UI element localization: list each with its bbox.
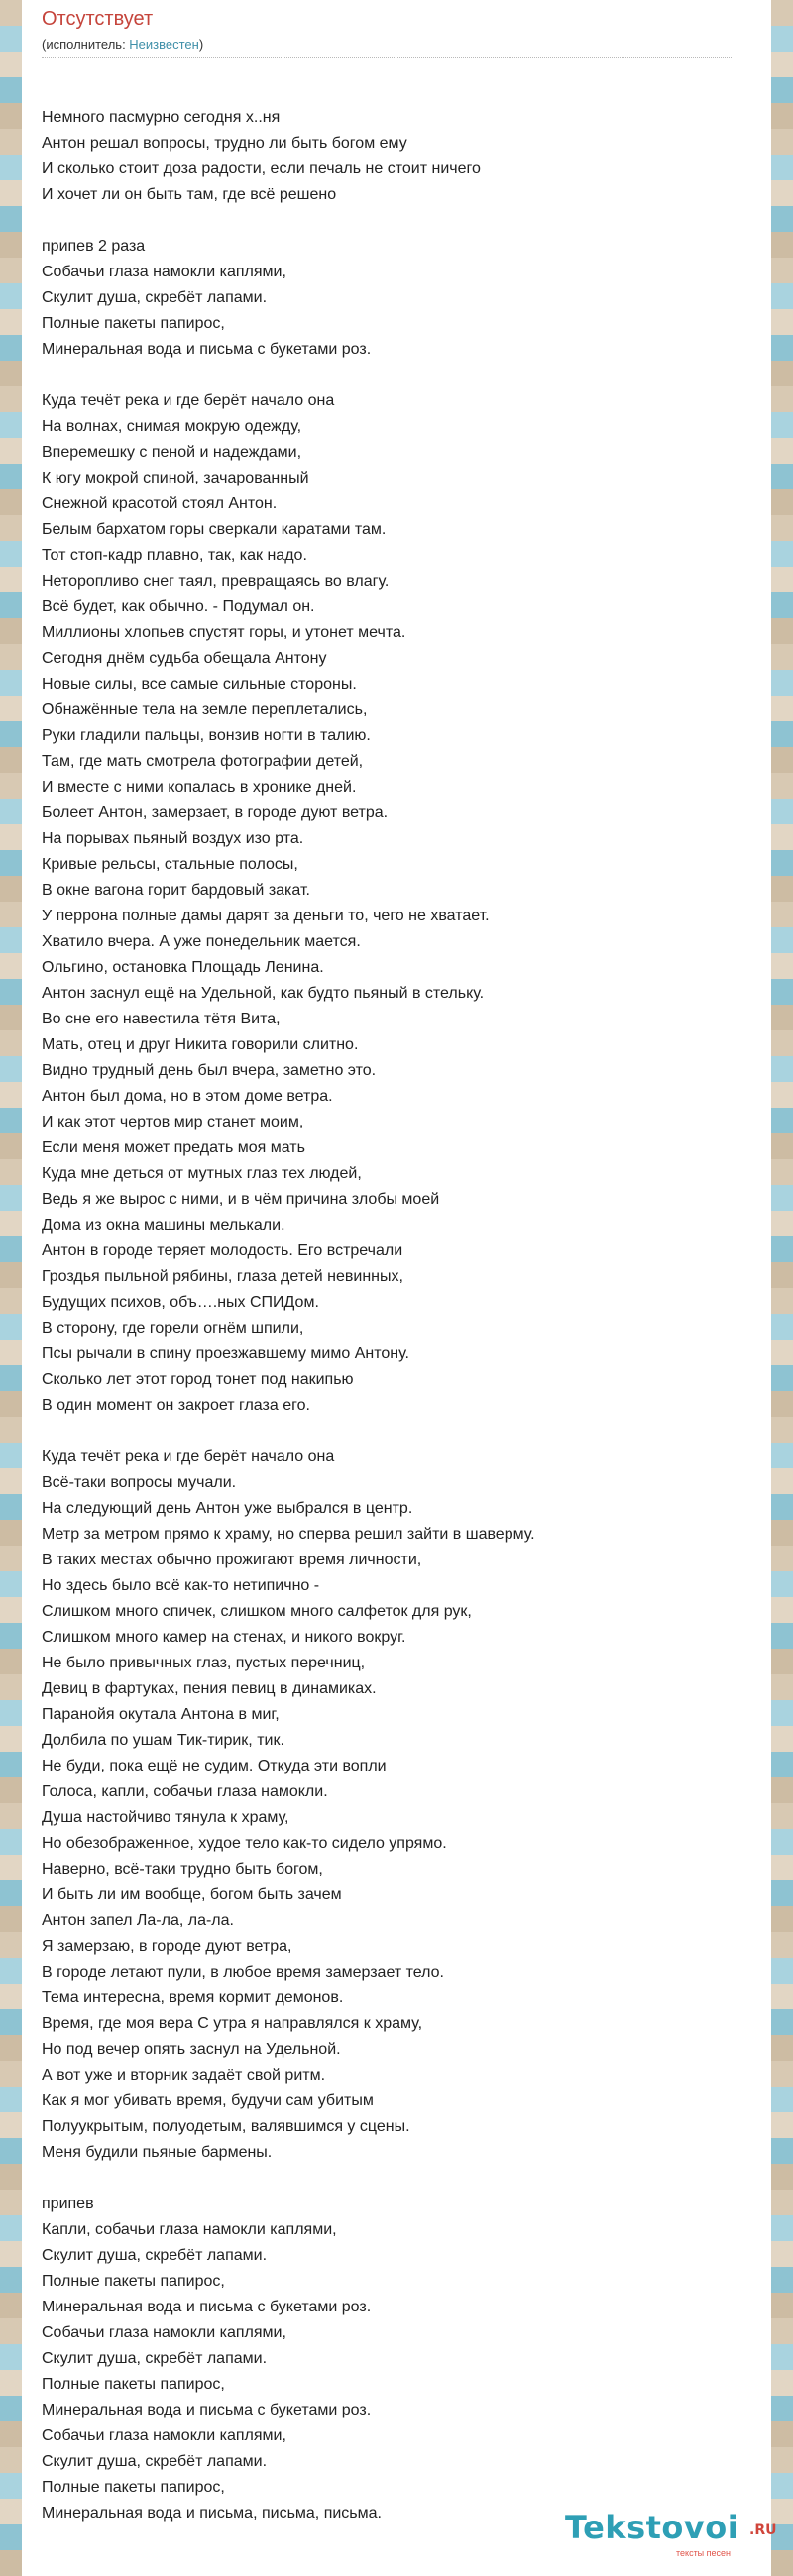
lyric-line: На волнах, снимая мокрую одежду, — [42, 418, 302, 435]
lyric-line: Немного пасмурно сегодня х..ня — [42, 109, 281, 126]
lyric-line: Собачьи глаза намокли каплями, — [42, 264, 286, 280]
lyric-line: Куда течёт река и где берёт начало она — [42, 392, 335, 409]
lyric-line: Долбила по ушам Тик-тирик, тик. — [42, 1732, 284, 1749]
stanza-break — [42, 1419, 736, 1445]
lyric-line: Сегодня днём судьба обещала Антону — [42, 650, 327, 667]
site-logo[interactable] — [565, 2509, 777, 2558]
lyric-line: Болеет Антон, замерзает, в городе дуют ветра. — [42, 805, 389, 821]
lyric-line: Дома из окна машины мелькали. — [42, 1217, 285, 1234]
lyric-line: Антон запел Ла-ла, ла-ла. — [42, 1912, 234, 1929]
lyric-line: Тема интересна, время кормит демонов. — [42, 1989, 344, 2006]
lyric-line: На следующий день Антон уже выбрался в центр. — [42, 1500, 413, 1517]
lyric-line: Скулит душа, скребёт лапами. — [42, 2247, 268, 2264]
artist-prefix: (исполнитель: — [42, 37, 130, 52]
lyric-line: И вместе с ними копалась в хронике дней. — [42, 779, 357, 796]
lyric-line: К югу мокрой спиной, зачарованный — [42, 470, 309, 486]
artist-suffix: ) — [198, 37, 204, 52]
lyric-line: Мать, отец и друг Никита говорили слитно. — [42, 1036, 359, 1053]
lyric-line: В таких местах обычно прожигают время личности, — [42, 1552, 422, 1568]
lyric-line: И сколько стоит доза радости, если печаль не стоит ничего — [42, 161, 481, 177]
lyric-line: Минеральная вода и письма с букетами роз. — [42, 2299, 372, 2315]
lyric-line: Не было привычных глаз, пустых перечниц, — [42, 1655, 366, 1671]
lyric-line: Антон в городе теряет молодость. Его встречали — [42, 1242, 403, 1259]
lyric-line: Полные пакеты папирос, — [42, 2376, 225, 2393]
lyric-line: Там, где мать смотрела фотографии детей, — [42, 753, 364, 770]
stanza-break — [42, 2166, 736, 2192]
lyric-line: И как этот чертов мир станет моим, — [42, 1114, 304, 1130]
artist-link[interactable]: Неизвестен — [129, 37, 199, 52]
lyric-line: Меня будили пьяные бармены. — [42, 2144, 273, 2161]
lyric-line: Полные пакеты папирос, — [42, 2479, 225, 2496]
lyric-line: На порывах пьяный воздух изо рта. — [42, 830, 304, 847]
lyric-line: Во сне его навестила тётя Вита, — [42, 1011, 281, 1027]
lyric-line: Кривые рельсы, стальные полосы, — [42, 856, 298, 873]
lyric-line: Полные пакеты папирос, — [42, 2273, 225, 2290]
lyric-line: Собачьи глаза намокли каплями, — [42, 2324, 286, 2341]
lyric-line: Слишком много спичек, слишком много салфеток для рук, — [42, 1603, 472, 1620]
lyric-line: Сколько лет этот город тонет под накипью — [42, 1371, 354, 1388]
lyric-line: Собачьи глаза намокли каплями, — [42, 2427, 286, 2444]
lyric-line: Девиц в фартуках, пения певиц в динамиках. — [42, 1680, 377, 1697]
lyric-line: Метр за метром прямо к храму, но сперва решил зайти в шаверму. — [42, 1526, 535, 1543]
lyric-line: Слишком много камер на стенах, и никого вокруг. — [42, 1629, 406, 1646]
lyric-line: Скулит душа, скребёт лапами. — [42, 289, 268, 306]
lyric-line: А вот уже и вторник задаёт свой ритм. — [42, 2067, 326, 2084]
lyric-line: Паранойя окутала Антона в миг, — [42, 1706, 280, 1723]
lyric-line: Я замерзаю, в городе дуют ветра, — [42, 1938, 292, 1955]
lyric-line: Куда течёт река и где берёт начало она — [42, 1449, 335, 1465]
lyric-line: Полные пакеты папирос, — [42, 315, 225, 332]
content-panel — [22, 0, 777, 2576]
lyric-line: Капли, собачьи глаза намокли каплями, — [42, 2221, 337, 2238]
lyric-line: Антон заснул ещё на Удельной, как будто пьяный в стельку. — [42, 985, 485, 1002]
lyric-line: Новые силы, все самые сильные стороны. — [42, 676, 357, 693]
lyrics-block — [42, 105, 736, 2526]
lyric-line: Гроздья пыльной рябины, глаза детей невинных, — [42, 1268, 403, 1285]
lyric-line: Обнажённые тела на земле переплетались, — [42, 701, 368, 718]
lyric-line: Всё будет, как обычно. - Подумал он. — [42, 598, 315, 615]
lyric-line: Ольгино, остановка Площадь Ленина. — [42, 959, 324, 976]
lyric-line: Минеральная вода и письма, письма, письма. — [42, 2505, 382, 2522]
divider — [42, 57, 732, 58]
lyric-line: Скулит душа, скребёт лапами. — [42, 2453, 268, 2470]
logo-name: Tekstovoi — [565, 2509, 739, 2546]
lyric-line: Не буди, пока ещё не судим. Откуда эти вопли — [42, 1758, 387, 1774]
lyric-line: Видно трудный день был вчера, заметно это. — [42, 1062, 377, 1079]
lyric-line: Душа настойчиво тянула к храму, — [42, 1809, 289, 1826]
lyric-line: Скулит душа, скребёт лапами. — [42, 2350, 268, 2367]
lyric-line: В городе летают пули, в любое время замерзает тело. — [42, 1964, 444, 1981]
artist-line — [42, 37, 203, 52]
lyric-line: Если меня может предать моя мать — [42, 1139, 305, 1156]
lyric-line: Миллионы хлопьев спустят горы, и утонет мечта. — [42, 624, 406, 641]
lyric-line: Псы рычали в спину проезжавшему мимо Антону. — [42, 1345, 409, 1362]
page-title: Отсутствует — [42, 8, 154, 30]
lyric-line: Куда мне деться от мутных глаз тех людей, — [42, 1165, 362, 1182]
lyric-line: И хочет ли он быть там, где всё решено — [42, 186, 337, 203]
lyric-line: Но здесь было всё как-то нетипично - — [42, 1577, 320, 1594]
lyric-line: припев 2 раза — [42, 238, 146, 255]
lyric-line: Минеральная вода и письма с букетами роз. — [42, 2402, 372, 2418]
lyric-line: В один момент он закроет глаза его. — [42, 1397, 310, 1414]
lyric-line: Антон решал вопросы, трудно ли быть богом ему — [42, 135, 407, 152]
lyric-line: Всё-таки вопросы мучали. — [42, 1474, 237, 1491]
lyric-line: Тот стоп-кадр плавно, так, как надо. — [42, 547, 307, 564]
logo-tld: .RU — [749, 2522, 777, 2538]
lyric-line: Как я мог убивать время, будучи сам убитым — [42, 2093, 374, 2109]
lyric-line: Полуукрытым, полуодетым, валявшимся у сцены. — [42, 2118, 410, 2135]
lyric-line: Антон был дома, но в этом доме ветра. — [42, 1088, 333, 1105]
lyric-line: Вперемешку с пеной и надеждами, — [42, 444, 302, 461]
lyric-line: Руки гладили пальцы, вонзив ногти в талию. — [42, 727, 371, 744]
lyric-line: Неторопливо снег таял, превращаясь во влагу. — [42, 573, 390, 590]
lyric-line: Белым бархатом горы сверкали каратами там. — [42, 521, 387, 538]
stanza-break — [42, 363, 736, 388]
lyric-line: Ведь я же вырос с ними, и в чём причина злобы моей — [42, 1191, 440, 1208]
lyric-line: Снежной красотой стоял Антон. — [42, 495, 278, 512]
lyric-line: Но под вечер опять заснул на Удельной. — [42, 2041, 341, 2058]
lyric-line: Хватило вчера. А уже понедельник мается. — [42, 933, 361, 950]
lyric-line: Минеральная вода и письма с букетами роз. — [42, 341, 372, 358]
lyric-line: Время, где моя вера С утра я направлялся к храму, — [42, 2015, 423, 2032]
lyric-line: В сторону, где горели огнём шпили, — [42, 1320, 304, 1337]
lyric-line: И быть ли им вообще, богом быть зачем — [42, 1886, 342, 1903]
lyric-line: Будущих психов, объ….ных СПИДом. — [42, 1294, 319, 1311]
lyric-line: Голоса, капли, собачьи глаза намокли. — [42, 1783, 328, 1800]
lyric-line: У перрона полные дамы дарят за деньги то, чего не хватает. — [42, 908, 490, 924]
lyric-line: Наверно, всё-таки трудно быть богом, — [42, 1861, 323, 1878]
stanza-break — [42, 208, 736, 234]
lyric-line: Но обезображенное, худое тело как-то сидело упрямо. — [42, 1835, 447, 1852]
lyric-line: припев — [42, 2196, 94, 2212]
logo-tagline: тексты песен — [676, 2548, 732, 2558]
lyric-line: В окне вагона горит бардовый закат. — [42, 882, 310, 899]
